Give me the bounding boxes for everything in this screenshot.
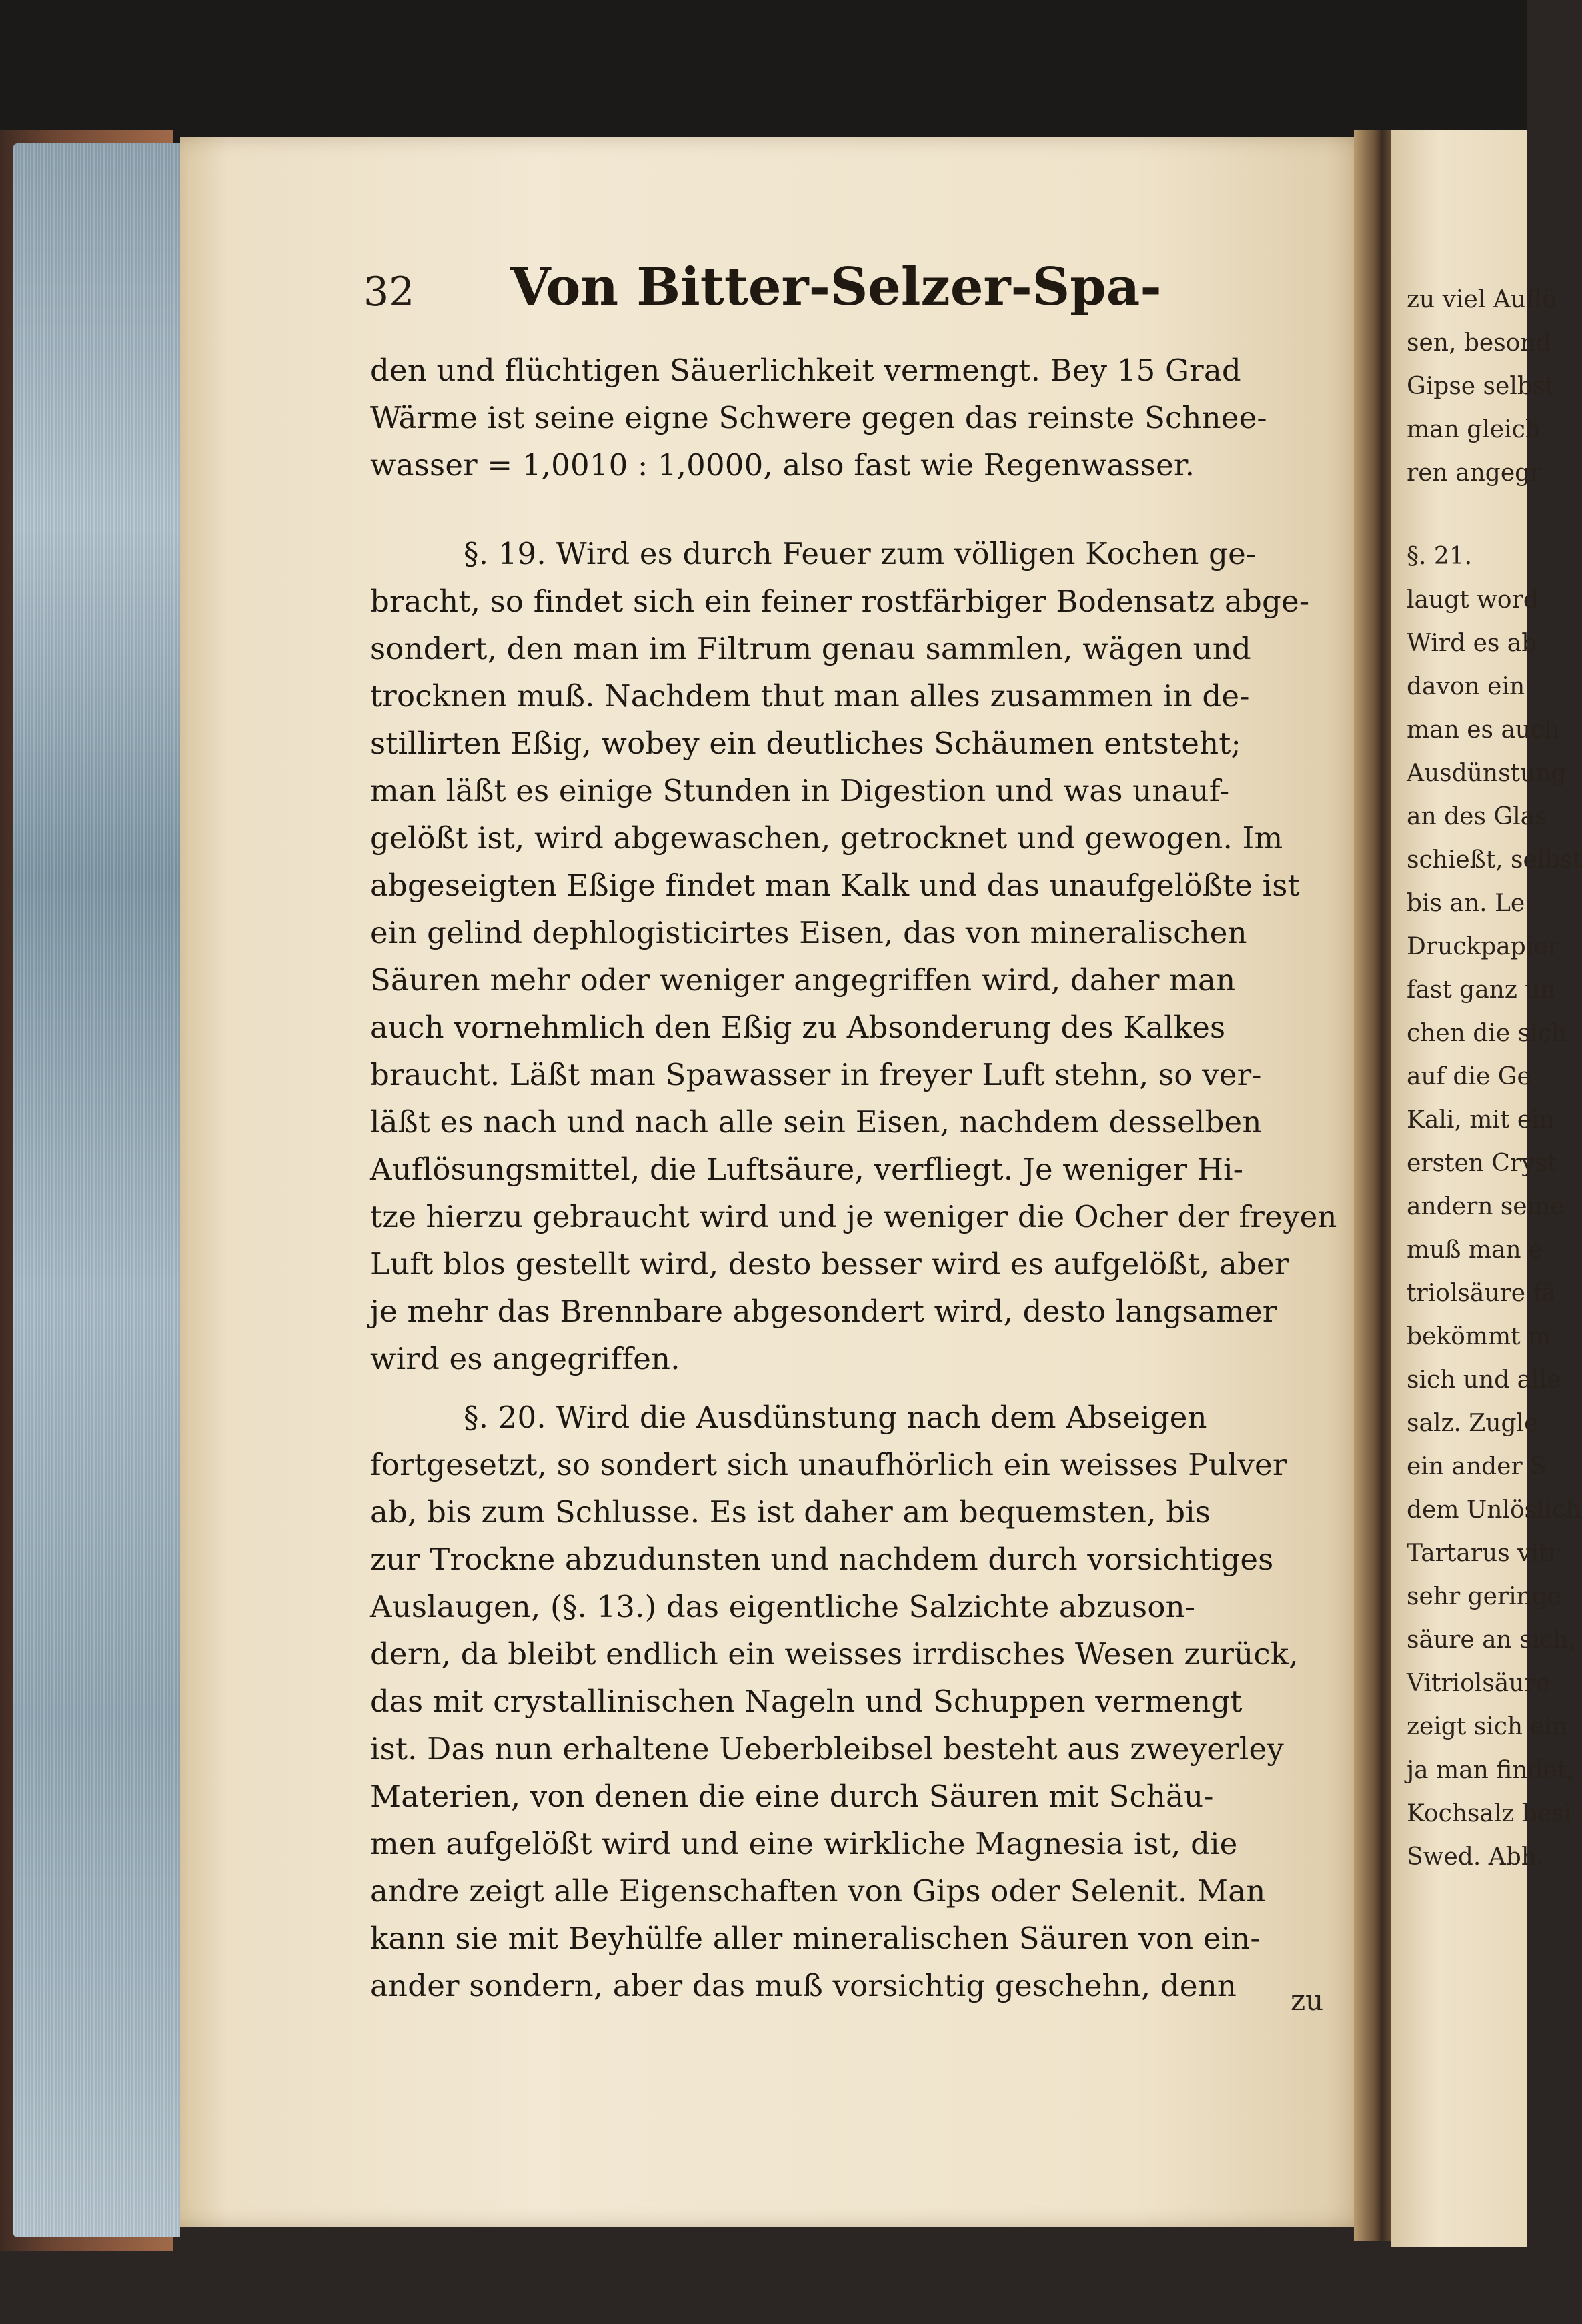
text-line: gelößt ist, wird abgewaschen, getrocknet und gewogen. Im: [370, 820, 1283, 856]
facing-page: [1391, 130, 1582, 2247]
facing-line: ein ander S: [1407, 1453, 1547, 1480]
text-line: bracht, so findet sich ein feiner rostfärbiger Bodensatz abge-: [370, 584, 1310, 619]
text-line: zur Trockne abzudunsten und nachdem durch vorsichtiges: [370, 1542, 1274, 1577]
facing-line: schießt, selbst: [1407, 846, 1582, 874]
text-line: ab, bis zum Schlusse. Es ist daher am bequemsten, bis: [370, 1494, 1211, 1530]
facing-line: Ausdünstung: [1407, 760, 1567, 787]
page-number: 32: [363, 269, 415, 315]
page-header: [363, 257, 1364, 337]
facing-line: sehr geringe: [1407, 1583, 1562, 1610]
facing-line: salz. Zugle: [1407, 1410, 1539, 1437]
facing-line: Kochsalz besi: [1407, 1800, 1572, 1827]
facing-line: triolsäure fä: [1407, 1280, 1557, 1307]
text-line: Auflösungsmittel, die Luftsäure, verfliegt. Je weniger Hi-: [370, 1152, 1244, 1187]
facing-line: man gleich: [1407, 416, 1541, 443]
text-line: auch vornehmlich den Eßig zu Absonderung des Kalkes: [370, 1010, 1226, 1045]
facing-line: ersten Cryst: [1407, 1150, 1557, 1177]
text-line: Materien, von denen die eine durch Säuren mit Schäu-: [370, 1779, 1214, 1814]
facing-line: Swed. Abh.: [1407, 1843, 1545, 1871]
running-title: Von Bitter-Selzer-Spa-: [510, 257, 1162, 317]
facing-line: fast ganz un: [1407, 976, 1556, 1004]
text-line: ist. Das nun erhaltene Ueberbleibsel besteht aus zweyerley: [370, 1731, 1284, 1767]
text-line: das mit crystallinischen Nageln und Schuppen vermengt: [370, 1684, 1243, 1719]
facing-line: chen die sich: [1407, 1020, 1567, 1047]
facing-line: bekömmt m: [1407, 1323, 1551, 1350]
facing-line: §. 21.: [1407, 543, 1473, 570]
facing-line: man es auch: [1407, 716, 1560, 744]
scan-background-top: [0, 0, 1527, 143]
text-line: Säuren mehr oder weniger angegriffen wird, daher man: [370, 962, 1236, 998]
facing-line: laugt word: [1407, 586, 1539, 614]
facing-line: sich und alle: [1407, 1366, 1561, 1394]
text-line: trocknen muß. Nachdem thut man alles zusammen in de-: [370, 678, 1250, 714]
catchword: zu: [1291, 1984, 1324, 2017]
text-line: kann sie mit Beyhülfe aller mineralischen Säuren von ein-: [370, 1921, 1261, 1956]
facing-line: sen, besond: [1407, 329, 1551, 357]
facing-line: bis an. Le: [1407, 890, 1525, 917]
facing-line: Tartarus vitr: [1407, 1540, 1560, 1567]
facing-line: zu viel Auflö: [1407, 286, 1557, 313]
facing-line: Gipse selbst: [1407, 373, 1555, 400]
facing-line: ren angegr: [1407, 459, 1542, 487]
paragraph-section-20: [370, 1394, 1324, 2009]
facing-line: Vitriolsäure: [1407, 1670, 1550, 1697]
text-line: braucht. Läßt man Spawasser in freyer Luft stehn, so ver-: [370, 1057, 1262, 1092]
text-line: man läßt es einige Stunden in Digestion und was unauf-: [370, 773, 1230, 808]
facing-line: andern seine: [1407, 1193, 1565, 1220]
facing-line: davon ein: [1407, 673, 1525, 700]
facing-line: Druckpapier: [1407, 933, 1559, 960]
text-line: sondert, den man im Filtrum genau sammlen, wägen und: [370, 631, 1251, 666]
facing-line: Wird es ab: [1407, 630, 1537, 657]
facing-line: auf die Ge: [1407, 1063, 1531, 1090]
text-line: Wärme ist seine eigne Schwere gegen das reinste Schnee-: [370, 400, 1267, 435]
text-line: läßt es nach und nach alle sein Eisen, nachdem desselben: [370, 1104, 1262, 1140]
text-line: wasser = 1,0010 : 1,0000, also fast wie Regenwasser.: [370, 447, 1195, 483]
text-line: ein gelind dephlogisticirtes Eisen, das von mineralischen: [370, 915, 1247, 950]
facing-line: säure an sich,: [1407, 1626, 1576, 1654]
text-line: dern, da bleibt endlich ein weisses irrdisches Wesen zurück,: [370, 1636, 1299, 1672]
text-line: ander sondern, aber das muß vorsichtig geschehn, denn: [370, 1968, 1237, 2003]
text-line: den und flüchtigen Säuerlichkeit vermengt. Bey 15 Grad: [370, 353, 1241, 388]
text-line: §. 20. Wird die Ausdünstung nach dem Abseigen: [464, 1400, 1207, 1435]
facing-line: dem Unlöslich: [1407, 1496, 1581, 1524]
text-line: andre zeigt alle Eigenschaften von Gips oder Selenit. Man: [370, 1873, 1266, 1909]
text-line: Luft blos gestellt wird, desto besser wird es aufgelößt, aber: [370, 1246, 1289, 1282]
text-line: wird es angegriffen.: [370, 1341, 680, 1376]
text-line: §. 19. Wird es durch Feuer zum völligen Kochen ge-: [464, 536, 1257, 571]
text-line: men aufgelößt wird und eine wirkliche Magnesia ist, die: [370, 1826, 1238, 1861]
text-line: je mehr das Brennbare abgesondert wird, desto langsamer: [370, 1294, 1277, 1329]
text-line: stillirten Eßig, wobey ein deutliches Schäumen entsteht;: [370, 726, 1241, 761]
text-line: fortgesetzt, so sondert sich unaufhörlich ein weisses Pulver: [370, 1447, 1287, 1482]
facing-line: Kali, mit ein: [1407, 1106, 1555, 1134]
text-line: tze hierzu gebraucht wird und je weniger die Ocher der freyen: [370, 1199, 1337, 1234]
facing-line: muß man e: [1407, 1236, 1543, 1264]
facing-line: ja man findet,: [1407, 1757, 1575, 1784]
page-fore-edge: [13, 143, 180, 2237]
facing-line: zeigt sich ein: [1407, 1713, 1568, 1740]
text-line: abgeseigten Eßige findet man Kalk und das unaufgelößte ist: [370, 868, 1300, 903]
facing-line: an des Glas: [1407, 803, 1547, 830]
paragraph-section-19: [370, 530, 1337, 1382]
paragraph-intro: [370, 347, 1324, 489]
text-line: Auslaugen, (§. 13.) das eigentliche Salzichte abzuson-: [370, 1589, 1196, 1624]
